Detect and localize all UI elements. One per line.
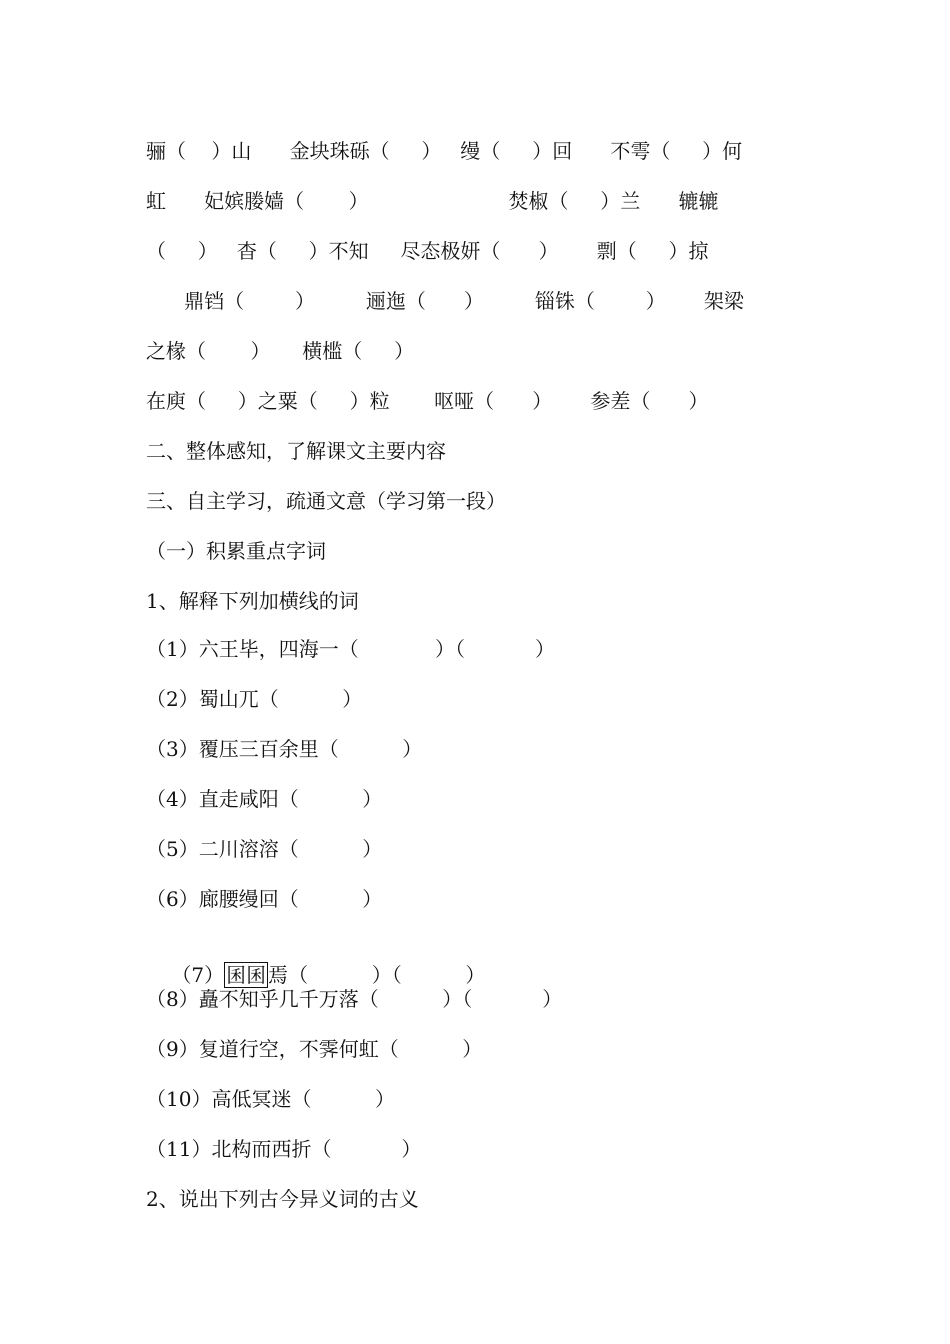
exercise-item-2: （2）蜀山兀（ ）	[146, 687, 363, 711]
exercise-item-11: （11）北构而西折（ ）	[146, 1137, 422, 1161]
section-heading-3: 三、自主学习，疏通文意（学习第一段）	[146, 489, 506, 513]
pinyin-row-2: 虹 妃嫔媵嫱（ ） 焚椒（ ）兰 辘辘	[146, 189, 719, 213]
exercise-item-8: （8）矗不知乎几千万落（ ）（ ）	[146, 987, 563, 1011]
task-1-heading: 1、解释下列加横线的词	[146, 589, 359, 613]
exercise-item-5: （5）二川溶溶（ ）	[146, 837, 383, 861]
subsection-heading: （一）积累重点字词	[146, 539, 326, 563]
exercise-item-4: （4）直走咸阳（ ）	[146, 787, 383, 811]
exercise-item-3: （3）覆压三百余里（ ）	[146, 737, 423, 761]
exercise-item-9: （9）复道行空，不霁何虹（ ）	[146, 1037, 483, 1061]
section-heading-2: 二、整体感知，了解课文主要内容	[146, 439, 446, 463]
exercise-item-10: （10）高低冥迷（ ）	[146, 1087, 396, 1111]
item-7-boxed-word: 囷囷	[226, 963, 267, 987]
pinyin-row-6: 在庾（ ）之粟（ ）粒 呕哑（ ） 参差（ ）	[146, 389, 709, 413]
pinyin-row-3: （ ） 杳（ ）不知 尽态极妍（ ） 剽（ ）掠	[146, 239, 709, 263]
pinyin-row-4: 鼎铛（ ） 逦迤（ ） 锱铢（ ） 架梁	[146, 289, 744, 313]
exercise-item-6: （6）廊腰缦回（ ）	[146, 887, 383, 911]
task-2-heading: 2、说出下列古今异义词的古义	[146, 1187, 419, 1211]
pinyin-row-5: 之椽（ ） 横槛（ ）	[146, 339, 415, 363]
item-7-prefix: （7）	[171, 963, 225, 987]
item-7-suffix: 焉（ ）（ ）	[268, 963, 486, 987]
exercise-item-1: （1）六王毕，四海一（ ）（ ）	[146, 637, 555, 661]
pinyin-row-1: 骊（ ）山 金块珠砾（ ） 缦（ ）回 不雩（ ）何	[146, 139, 743, 163]
